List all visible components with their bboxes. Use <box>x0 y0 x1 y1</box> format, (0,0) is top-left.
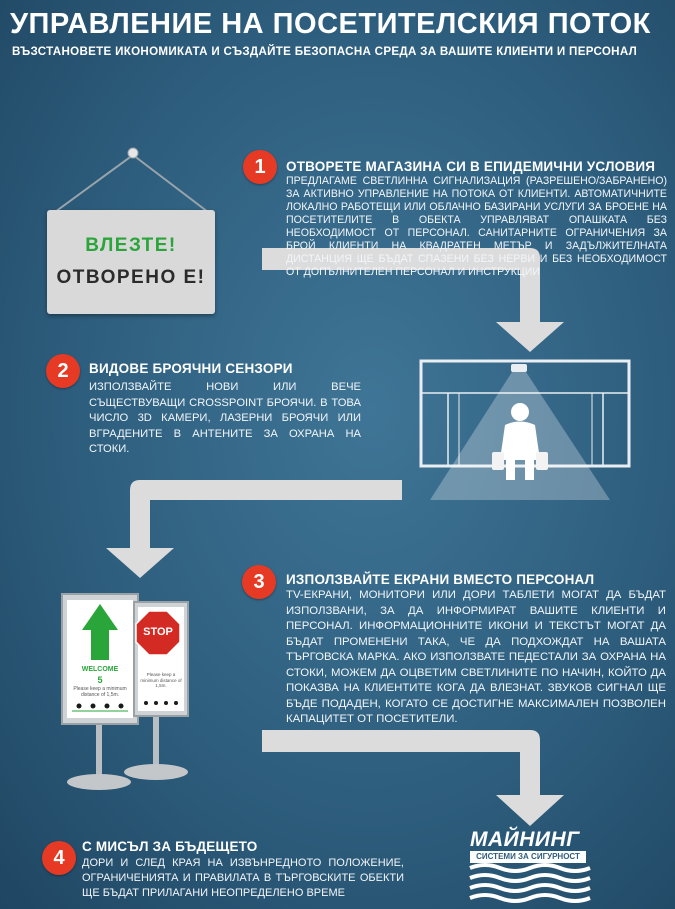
open-sign <box>47 210 215 314</box>
page-title: УПРАВЛЕНИЕ НА ПОСЕТИТЕЛСКИЯ ПОТОК <box>10 8 651 40</box>
step-number-3: 3 <box>242 565 276 599</box>
welcome-count: 5 <box>97 675 103 685</box>
step-4-body: ДОРИ И СЛЕД КРАЯ НА ИЗВЪНРЕДНОТО ПОЛОЖЕНИЕ, ОГРАНИЧЕНИЯТА И ПРАВИЛАТА В ТЪРГОВСКИТЕ ОБЕКТИ ЩЕ БЪДАТ ПРИЛАГАНИ НЕОПРЕДЕЛЕНО ВРЕМЕ <box>82 857 404 899</box>
step-3-title: ИЗПОЛЗВАЙТЕ ЕКРАНИ ВМЕСТО ПЕРСОНАЛ <box>286 572 595 587</box>
logo-waves <box>470 865 590 901</box>
step-2-title: ВИДОВЕ БРОЯЧНИ СЕНЗОРИ <box>89 361 293 376</box>
step-1-body: ПРЕДЛАГАМЕ СВЕТЛИННА СИГНАЛИЗАЦИЯ (РАЗРЕШЕНО/ЗАБРАНЕНО) ЗА АКТИВНО УПРАВЛЕНИЕ НА ПОТОКА ОТ КЛИЕНТИ. АВТОМАТИЧНИТЕ ЛОКАЛНО РАБОТЕЩИ ИЛИ ОБЛАЧНО БАЗИРАНИ УСЛУГИ ЗА БРОЕНЕ НА ПОСЕТИТЕЛИТЕ В ОБЕКТА УПРАВЛЯВАТ ОПАШКАТА БЕЗ НЕОБХОДИМОСТ ОТ ПЕРСОНАЛ. САНИТАРНИТЕ ОГРАНИЧЕНИЯ ЗА БРОЙ КЛИЕНТИ НА КВАДРАТЕН МЕТЪР И ЗАДЪЛЖИТЕЛНАТА ДИСТАНЦИЯ ЩЕ БЪДАТ СПАЗЕНИ БЕЗ НЕРВИ И БЕЗ НЕОБХОДИМОСТ ОТ ДОПЪЛНИТЕЛЕН ПЕРСОНАЛ И ИНСТРУКЦИИ <box>286 175 667 278</box>
step-1-title: ОТВОРЕТЕ МАГАЗИНА СИ В ЕПИДЕМИЧНИ УСЛОВИЯ <box>286 159 656 174</box>
step-2-body: ИЗПОЛЗВАЙТЕ НОВИ ИЛИ ВЕЧЕ СЪЩЕСТВУВАЩИ CROSSPOINT БРОЯЧИ. В ТОВА ЧИСЛО 3D КАМЕРИ, ЛАЗЕРНИ БРОЯЧИ ИЛИ ВГРАДЕНИТЕ В АНТЕНИТЕ ЗА ОХРАНА НА СТОКИ. <box>89 381 361 455</box>
stop-label: STOP <box>143 626 173 638</box>
company-logo-tagline: СИСТЕМИ ЗА СИГУРНОСТ <box>470 851 586 863</box>
step-4-title: С МИСЪЛ ЗА БЪДЕЩЕТО <box>82 839 258 854</box>
step-3-body: TV-ЕКРАНИ, МОНИТОРИ ИЛИ ДОРИ ТАБЛЕТИ МОГАТ ДА БЪДАТ ИЗПОЛЗВАНИ, ЗА ДА ИНФОРМИРАТ ВАШИТЕ КЛИЕНТИ И ПЕРСОНАЛ. ИНФОРМАЦИОННИТЕ ИКОНИ И ТЕКСТЪТ МОГАТ ДА БЪДАТ ПРОМЕНЕНИ ТАКА, ЧЕ ДА ПОДХОЖДАТ НА ВАШАТА ТЪРГОВСКА МАРКА. АКО ИЗПОЛЗВАТЕ ПЕДЕСТАЛИ ЗА ОХРАНА НА СТОКИ, МОЖЕМ ДА ОЦВЕТИМ СВЕТЛИНИТЕ ПО НАЧИН, КОЙТО ДА ПОКАЗВА НА КЛИЕНТИТЕ КОГА ДА ВЛЕЗНАТ. ЗВУКОВ СИГНАЛ ЩЕ БЪДЕ ПОДАДЕН, КОГАТО СЕ ДОСТИГНЕ МАКСИМАЛЕН ПОЗВОЛЕН КАПАЦИТЕТ ОТ ПОСЕТИТЕЛИ. <box>286 589 666 725</box>
company-logo-name: МАЙНИНГ <box>470 828 580 851</box>
sign-welcome-text: ВЛЕЗТЕ! <box>85 235 177 256</box>
step-number-2: 2 <box>46 354 80 388</box>
sign-open-text: ОТВОРЕНО Е! <box>56 267 206 288</box>
page-subtitle: ВЪЗСТАНОВЕТЕ ИКОНОМИКАТА И СЪЗДАЙТЕ БЕЗОПАСНА СРЕДА ЗА ВАШИТЕ КЛИЕНТИ И ПЕРСОНАЛ <box>12 45 638 58</box>
welcome-label: WELCOME <box>81 666 119 673</box>
step-number-4: 4 <box>42 841 76 875</box>
stop-note: Please keep a minimum distance of 1,5m. <box>140 672 182 688</box>
flow-arrow-2 <box>106 480 402 578</box>
flow-arrow-3 <box>262 730 564 826</box>
step-number-1: 1 <box>243 150 277 184</box>
entrance-counter-illustration <box>421 361 629 500</box>
hanging-sign <box>55 148 208 212</box>
welcome-note: Please keep a minimum distance of 1,5m. <box>73 686 127 698</box>
